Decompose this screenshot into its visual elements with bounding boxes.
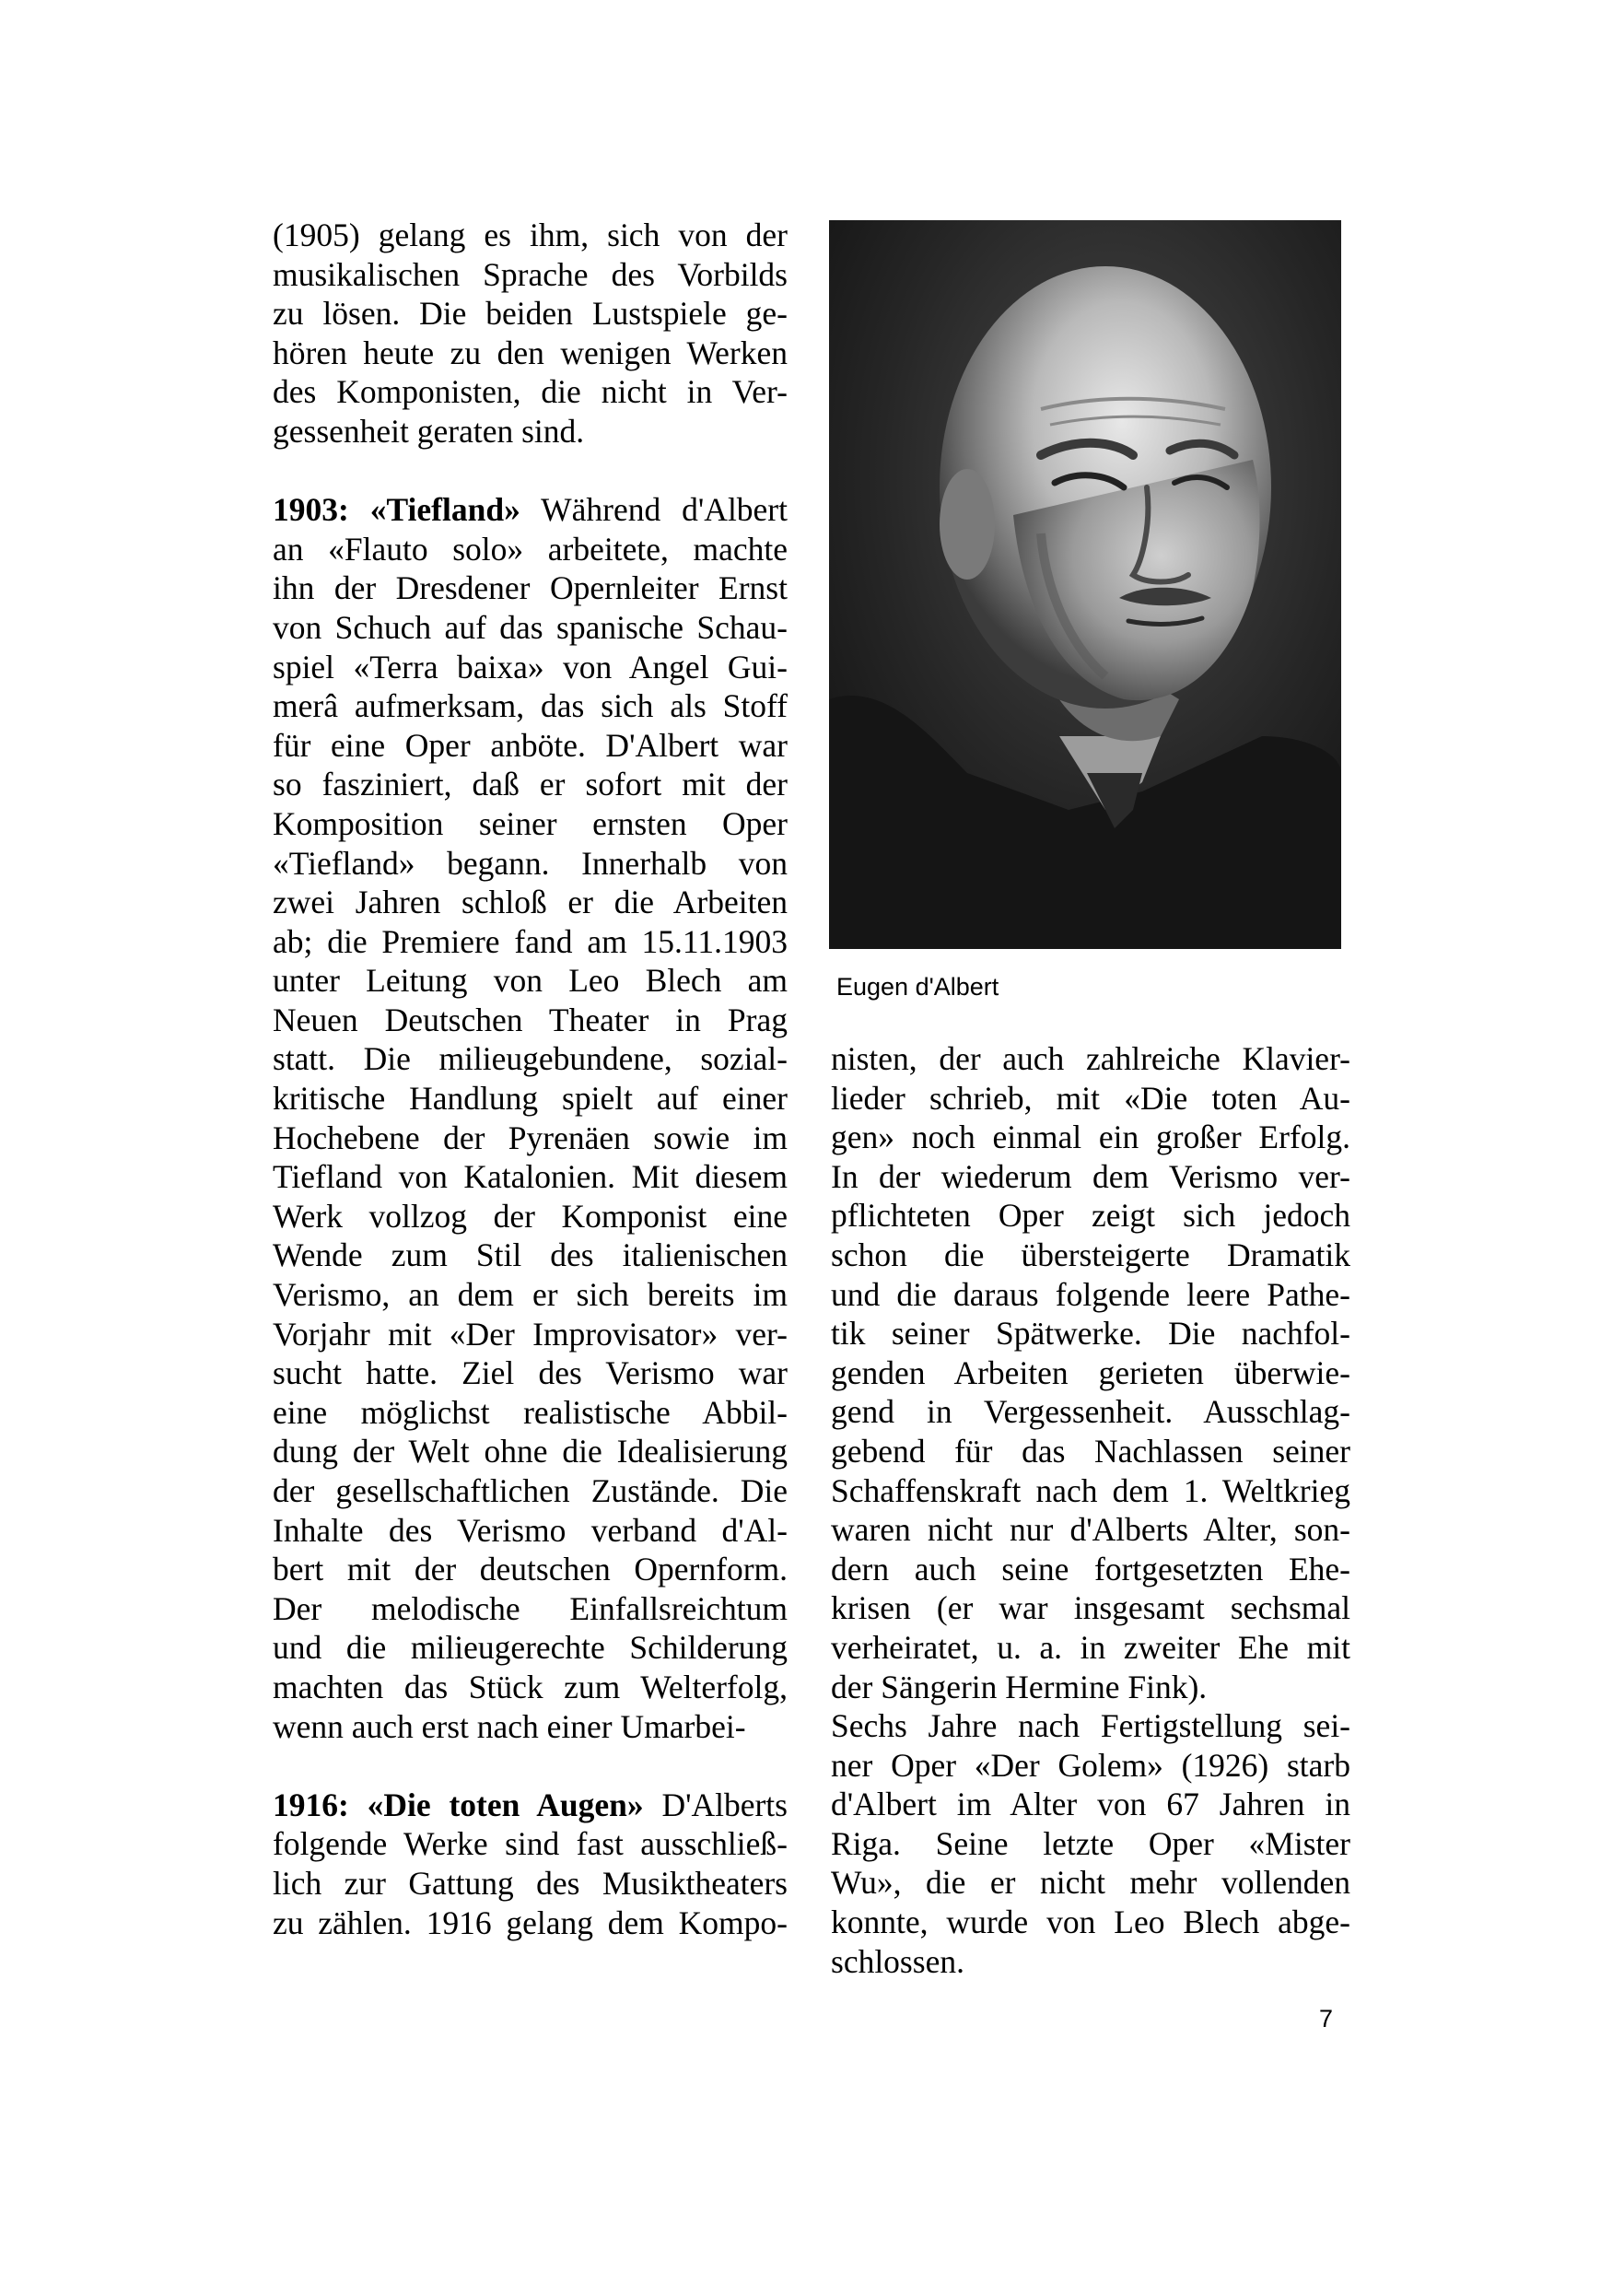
text-line: Hochebene der Pyrenäen sowie im [273,1119,788,1156]
text-line: In der wiederum dem Verismo ver- [831,1157,1350,1195]
section-heading-line [273,1786,788,1825]
text-line: gen» noch einmal ein großer Erfolg. [831,1119,1350,1156]
text-line: verheiratet, u. a. in zweiter Ehe mit [831,1628,1350,1666]
text-line: dern auch seine fortgesetzten Ehe- [831,1550,1350,1587]
text-line: der gesellschaftlichen Zustände. Die [273,1472,788,1509]
text-line: Verismo, an dem er sich bereits im [273,1276,788,1314]
text-line: so fasziniert, daß er sofort mit der [273,766,788,803]
text-line: schon die übersteigerte Dramatik [831,1236,1350,1273]
text-line: Komposition seiner ernsten Oper [273,804,788,842]
text-line: an «Flauto solo» arbeitete, machte [273,530,788,568]
text-line: bert mit der deutschen Opernform. [273,1551,788,1588]
text-line: und die milieugerechte Schilderung [273,1629,788,1667]
text-line: Sechs Jahre nach Fertigstellung sei- [831,1707,1350,1745]
section-heading-die-toten-augen: 1916: «Die toten Augen» [273,1786,644,1823]
text-line: krisen (er war insgesamt sechsmal [831,1589,1350,1627]
text-line: Riga. Seine letzte Oper «Mister [831,1824,1350,1862]
text-line: folgende Werke sind fast ausschließ- [273,1825,788,1863]
text-line: sucht hatte. Ziel des Verismo war [273,1354,788,1392]
text-line: gebend für das Nachlassen seiner [831,1432,1350,1470]
text-line: hören heute zu den wenigen Werken [273,334,788,371]
text-line: gend in Vergessenheit. Ausschlag- [831,1393,1350,1431]
text-line: lieder schrieb, mit «Die toten Au- [831,1079,1350,1117]
text-line: statt. Die milieugebundene, sozial- [273,1040,788,1078]
text-line: pflichteten Oper zeigt sich jedoch [831,1197,1350,1235]
text-line: für eine Oper anböte. D'Albert war [273,726,788,764]
text-line: musikalischen Sprache des Vorbilds [273,255,788,293]
page-number: 7 [1319,2005,1334,2032]
text-line: d'Albert im Alter von 67 Jahren in [831,1786,1350,1823]
text-line: genden Arbeiten gerieten überwie- [831,1353,1350,1391]
text-line: eine möglichst realistische Abbil- [273,1393,788,1431]
text-fragment: Während d'Albert [520,491,788,529]
section-heading-line [273,490,788,530]
text-line: der Sängerin Hermine Fink). [831,1668,1208,1705]
text-line: Wende zum Stil des italienischen [273,1236,788,1274]
text-line: kritische Handlung spielt auf einer [273,1080,788,1118]
text-line: Der melodische Einfallsreichtum [273,1589,788,1627]
text-line: machten das Stück zum Welterfolg, [273,1668,788,1705]
text-line: spiel «Terra baixa» von Angel Gui- [273,648,788,685]
text-line: lich zur Gattung des Musiktheaters [273,1864,788,1902]
left-column [273,216,788,1942]
text-line: «Tiefland» begann. Innerhalb von [273,844,788,882]
portrait-photo [829,220,1341,949]
text-line: schlossen. [831,1942,964,1980]
text-line: ner Oper «Der Golem» (1926) starb [831,1746,1350,1784]
section-heading-tiefland: 1903: «Tiefland» [273,491,520,529]
text-line: des Komponisten, die nicht in Ver- [273,373,788,411]
right-column [831,1039,1350,1981]
text-line: von Schuch auf das spanische Schau- [273,608,788,646]
text-line: konnte, wurde von Leo Blech abge- [831,1904,1350,1941]
text-line: dung der Welt ohne die Idealisierung [273,1433,788,1470]
text-line: Vorjahr mit «Der Improvisator» ver- [273,1315,788,1353]
text-line: ab; die Premiere fand am 15.11.1903 [273,922,788,960]
text-line: zwei Jahren schloß er die Arbeiten [273,884,788,921]
text-line: zu lösen. Die beiden Lustspiele ge- [273,295,788,333]
text-line: waren nicht nur d'Alberts Alter, son- [831,1511,1350,1549]
text-line: unter Leitung von Leo Blech am [273,962,788,1000]
text-line: Schaffenskraft nach dem 1. Weltkrieg [831,1471,1350,1509]
text-line: gessenheit geraten sind. [273,412,585,450]
text-line: Neuen Deutschen Theater in Prag [273,1001,788,1038]
text-line: Tiefland von Katalonien. Mit diesem [273,1158,788,1196]
text-line: ihn der Dresdener Opernleiter Ernst [273,569,788,607]
text-line: tik seiner Spätwerke. Die nachfol- [831,1315,1350,1353]
text-line: wenn auch erst nach einer Umarbei- [273,1707,746,1745]
text-line: Werk vollzog der Komponist eine [273,1197,788,1235]
text-line: Wu», die er nicht mehr vollenden [831,1864,1350,1902]
text-line: merâ aufmerksam, das sich als Stoff [273,687,788,725]
text-fragment: D'Alberts [643,1786,788,1823]
text-line: und die daraus folgende leere Pathe- [831,1275,1350,1313]
text-line: Inhalte des Verismo verband d'Al- [273,1511,788,1549]
photo-caption: Eugen d'Albert [836,973,999,1001]
text-line: zu zählen. 1916 gelang dem Kompo- [273,1904,788,1941]
text-line: (1905) gelang es ihm, sich von der [273,217,788,253]
text-line: nisten, der auch zahlreiche Klavier- [831,1040,1350,1077]
